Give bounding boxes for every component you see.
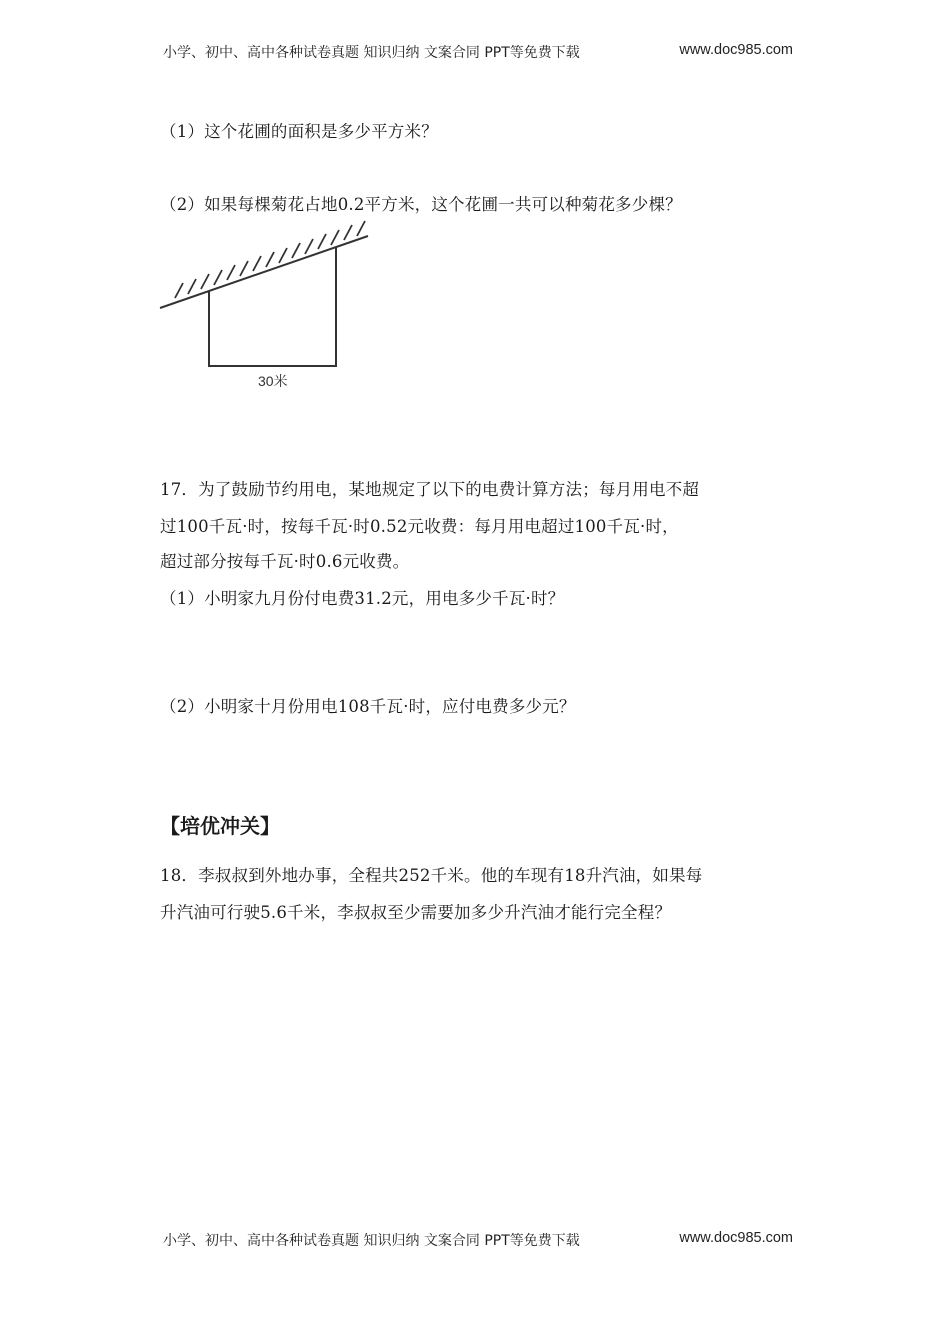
garden-fence [209,247,336,366]
q18-line2: 升汽油可行驶5.6千米，李叔叔至少需要加多少升汽油才能行完全程？ [160,903,672,922]
page-footer [163,1230,793,1250]
q17-line3: 超过部分按每千瓦·时0.6元收费。 [160,552,410,571]
q17-line1: 17．为了鼓励节约用电，某地规定了以下的电费计算方法；每月用电不超 [160,480,700,499]
page-header [163,42,793,62]
garden-figure [155,218,375,398]
q16-part1: （1）这个花圃的面积是多少平方米？ [160,122,438,141]
footer-url[interactable]: www.doc985.com [679,1230,793,1246]
figure-label: 30米 [258,373,288,389]
q16-part2: （2）如果每棵菊花占地0.2平方米，这个花圃一共可以种菊花多少棵？ [160,195,682,214]
q17-line2: 过100千瓦·时，按每千瓦·时0.52元收费：每月用电超过100千瓦·时， [160,517,679,536]
q17-part1: （1）小明家九月份付电费31.2元，用电多少千瓦·时？ [160,589,565,608]
header-text: 小学、初中、高中各种试卷真题 知识归纳 文案合同 PPT等免费下载 [163,45,580,61]
header-url[interactable]: www.doc985.com [679,42,793,58]
q17-part2: （2）小明家十月份用电108千瓦·时，应付电费多少元？ [160,697,576,716]
q18-line1: 18．李叔叔到外地办事，全程共252千米。他的车现有18升汽油，如果每 [160,866,703,885]
section-title: 【培优冲关】 [160,814,280,838]
footer-text: 小学、初中、高中各种试卷真题 知识归纳 文案合同 PPT等免费下载 [163,1233,580,1249]
